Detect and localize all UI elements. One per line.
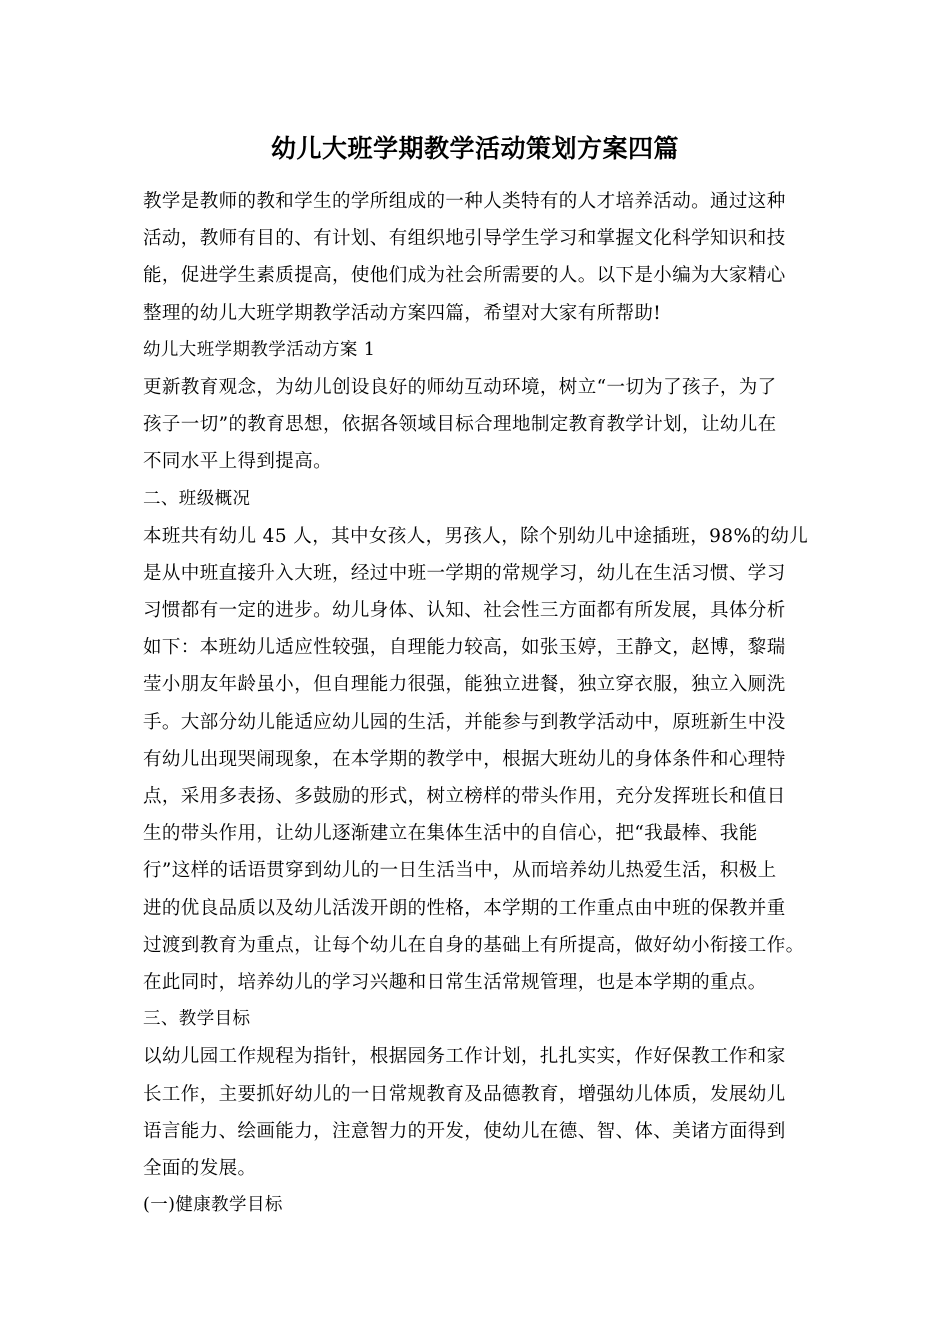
- paragraph-line: 能，促进学生素质提高，使他们成为社会所需要的人。以下是小编为大家精心: [143, 265, 786, 287]
- section-heading: 三、教学目标: [143, 1009, 251, 1030]
- paragraph-line: 语言能力、绘画能力，注意智力的开发，使幼儿在德、智、体、美诸方面得到: [143, 1120, 786, 1142]
- paragraph-line: 不同水平上得到提高。: [143, 451, 333, 473]
- paragraph-line: 有幼儿出现哭闹现象，在本学期的教学中，根据大班幼儿的身体条件和心理特: [143, 748, 786, 770]
- paragraph-line: 长工作，主要抓好幼儿的一日常规教育及品德教育，增强幼儿体质，发展幼儿: [143, 1083, 786, 1105]
- paragraph-line: 整理的幼儿大班学期教学活动方案四篇，希望对大家有所帮助!: [143, 302, 662, 324]
- paragraph-line: 教学是教师的教和学生的学所组成的一种人类特有的人才培养活动。通过这种: [143, 191, 786, 212]
- paragraph-line: 更新教育观念，为幼儿创设良好的师幼互动环境，树立“一切为了孩子，为了: [143, 376, 777, 398]
- paragraph-line: 生的带头作用，让幼儿逐渐建立在集体生活中的自信心，把“我最棒、我能: [143, 823, 758, 845]
- paragraph-line: 进的优良品质以及幼儿活泼开朗的性格，本学期的工作重点由中班的保教并重: [143, 897, 786, 919]
- section-heading: 幼儿大班学期教学活动方案 1: [143, 339, 376, 360]
- paragraph-line: 莹小朋友年龄虽小，但自理能力很强，能独立进餐，独立穿衣服，独立入厕洗: [143, 674, 786, 696]
- paragraph-line: 习惯都有一定的进步。幼儿身体、认知、社会性三方面都有所发展，具体分析: [143, 600, 786, 622]
- paragraph-line: 如下：本班幼儿适应性较强，自理能力较高，如张玉婷，王静文，赵博，黎瑞: [143, 637, 786, 659]
- section-heading: (一)健康教学目标: [143, 1195, 283, 1216]
- document-title: 幼儿大班学期教学活动策划方案四篇: [270, 134, 679, 163]
- paragraph-line: 过渡到教育为重点，让每个幼儿在自身的基础上有所提高，做好幼小衔接工作。: [143, 934, 805, 956]
- paragraph-line: 在此同时，培养幼儿的学习兴趣和日常生活常规管理，也是本学期的重点。: [143, 971, 767, 993]
- paragraph-line: 点，采用多表扬、多鼓励的形式，树立榜样的带头作用，充分发挥班长和值日: [143, 786, 786, 807]
- paragraph-line: 活动，教师有目的、有计划、有组织地引导学生学习和掌握文化科学知识和技: [143, 228, 786, 250]
- paragraph-line: 行”这样的话语贯穿到幼儿的一日生活当中，从而培养幼儿热爱生活，积极上: [143, 860, 777, 882]
- paragraph-line: 全面的发展。: [143, 1157, 257, 1179]
- paragraph-line: 是从中班直接升入大班，经过中班一学期的常规学习，幼儿在生活习惯、学习: [143, 562, 786, 584]
- paragraph-line: 以幼儿园工作规程为指针，根据园务工作计划，扎扎实实，作好保教工作和家: [143, 1046, 786, 1068]
- paragraph-line: 本班共有幼儿 45 人，其中女孩人，男孩人，除个别幼儿中途插班，98%的幼儿: [143, 525, 809, 547]
- paragraph-line: 孩子一切”的教育思想，依据各领域目标合理地制定教育教学计划，让幼儿在: [143, 414, 777, 436]
- document-body: [143, 183, 823, 1224]
- paragraph-line: 手。大部分幼儿能适应幼儿园的生活，并能参与到教学活动中，原班新生中没: [143, 711, 786, 733]
- section-heading: 二、班级概况: [143, 488, 251, 509]
